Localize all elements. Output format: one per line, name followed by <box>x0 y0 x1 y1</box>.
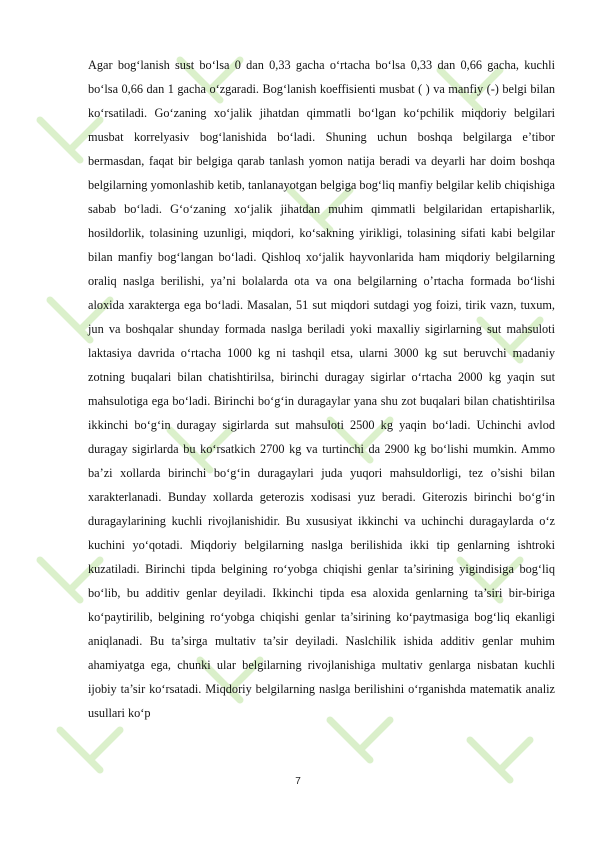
page-number: 7 <box>295 776 301 787</box>
watermark-mark <box>330 720 390 760</box>
body-paragraph: Agar bog‘lanish sust bo‘lsa 0 dan 0,33 gacha o‘rtacha bo‘lsa 0,33 dan 0,66 gacha, kuchli bo‘lsa 0,66 dan 1 gacha o‘zgaradi. Bog‘lanish koeffisienti musbat ( ) va manfiy (-) belgi bilan ko‘rsatiladi. Go‘zaning xo‘jalik jihatdan qimmatli bo‘lgan ko‘pchilik miqdoriy belgilari musbat korrelyasiv bog‘lanishida bo‘ladi. Shuning uchun boshqa belgilarga e’tibor bermasdan, faqat bir belgiga qarab tanlash yomon natija beradi va deyarli har doim boshqa belgilarning yomonlashib ketib, tanlanayotgan belgiga bog‘liq manfiy belgilar kelib chiqishiga sabab bo‘ladi. G‘o‘zaning xo‘jalik jihatdan muhim qimmatli belgilaridan ertapisharlik, hosildorlik, tolasining uzunligi, miqdori, ko‘sakning yirikligi, tolasining sifati kabi belgilar bilan manfiy bog‘langan bo‘ladi. Qishloq xo‘jalik hayvonlarida ham miqdoriy belgilarning oraliq naslga berilishi, ya’ni bolalarda ota va ona belgilarning o’rtacha formada bo‘lishi aloxida xarakterga ega bo‘ladi. Masalan, 51 sut miqdori sutdagi yog foizi, tirik vazn, tuxum, jun va boshqalar shunday formada naslga beriladi yoki maxalliy sigirlarning sut mahsuloti laktasiya davrida o‘rtacha 1000 kg ni tashqil etsa, ularni 3000 kg sut beruvchi madaniy zotning buqalari bilan chatishtirilsa, birinchi duragay sigirlar o‘rtacha 2000 kg yaqin sut mahsulotiga ega bo‘ladi. Birinchi bo‘g‘in duragaylar yana shu zot buqalari bilan chatishtirilsa ikkinchi bo‘g‘in duragay sigirlarda sut mahsuloti 2500 kg yaqin bo‘ladi. Uchinchi avlod duragay sigirlarda bu ko‘rsatkich 2700 kg va turtinchi da 2900 kg bo‘lishi mumkin. Ammo ba’zi xollarda birinchi bo‘g‘in duragaylari juda yuqori mahsuldorligi, tez o’sishi bilan xarakterlanadi. Bunday xollarda geterozis xodisasi yuz beradi. Giterozis birinchi bo‘g‘in duragaylarining kuchli rivojlanishidir. Bu xususiyat ikkinchi va uchinchi duragaylarda o‘z kuchini yo‘qotadi. Miqdoriy belgilarning naslga berilishida ikki tip genlarning ishtroki kuzatiladi. Birinchi tipda belgining ro‘yobga chiqishi genlar ta’sirining yigindisiga bog‘liq bo‘lib, bu additiv genlar deyiladi. Ikkinchi tipda esa aloxida genlarning ta’siri bir-biriga ko‘paytirilib, belgining ro‘yobga chiqishi genlar ta’sirining ko‘paytmasiga bog‘liq ekanligi aniqlanadi. Bu ta’sirga multativ ta’sir deyiladi. Naslchilik ishida additiv genlar muhim ahamiyatga ega, chunki ular belgilarning rivojlanishiga multativ genlarga nisbatan kuchli ijobiy ta’sir ko‘rsatadi. Miqdoriy belgilarning naslga berilishini o‘rganishda matematik analiz usullari ko‘p <box>88 58 555 720</box>
watermark-mark <box>60 730 120 770</box>
document-body <box>88 53 555 725</box>
watermark-mark <box>470 740 530 780</box>
